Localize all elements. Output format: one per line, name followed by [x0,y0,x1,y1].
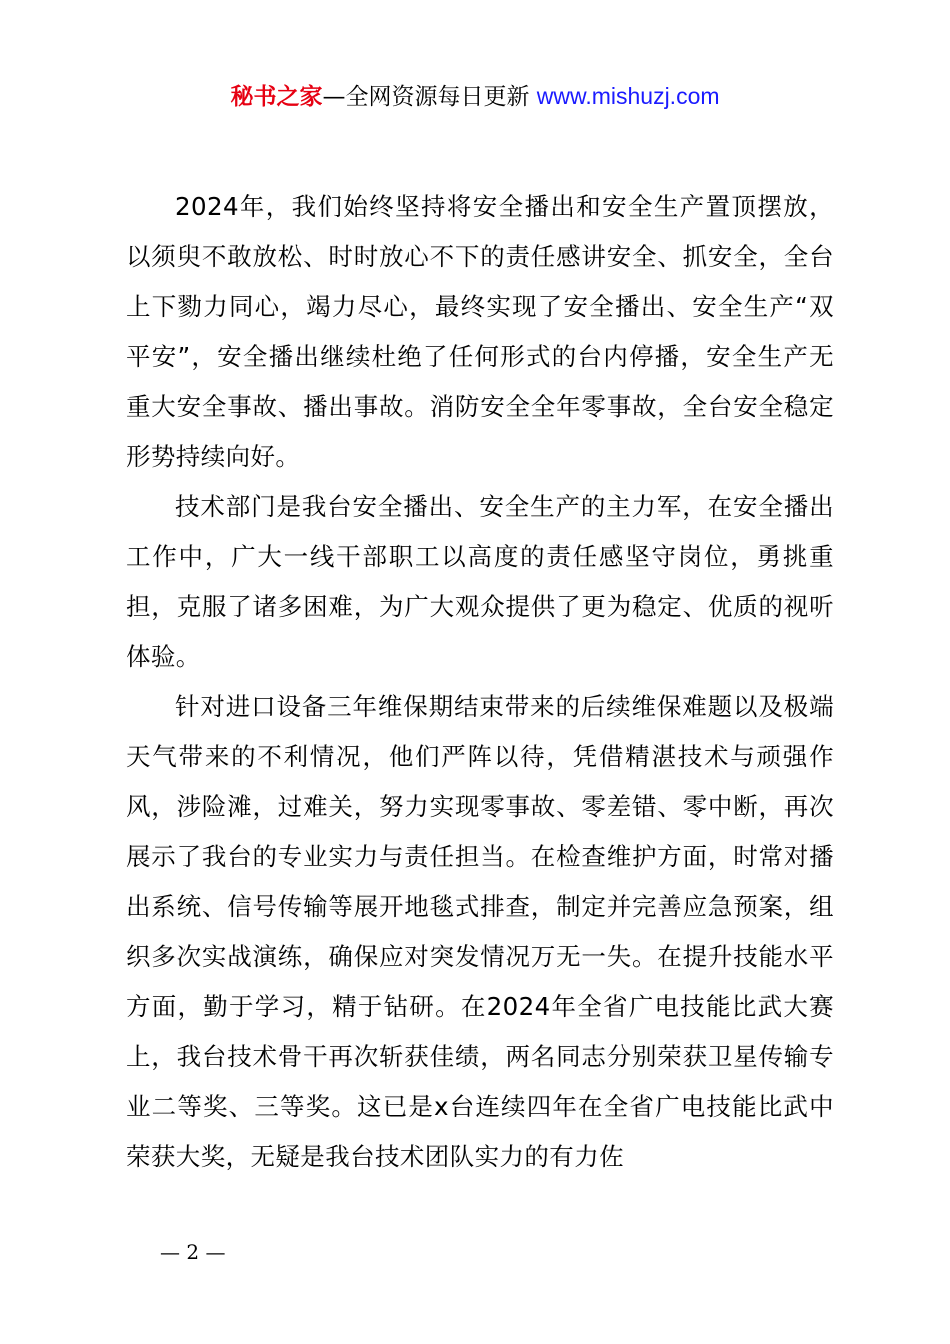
paragraph: 技术部门是我台安全播出、安全生产的主力军，在安全播出工作中，广大一线干部职工以高度的责任感坚守岗位，勇挑重担，克服了诸多困难，为广大观众提供了更为稳定、优质的视听体验。 [126,492,834,671]
document-body [126,182,834,1182]
paragraph: 2024年，我们始终坚持将安全播出和安全生产置顶摆放，以须臾不敢放松、时时放心不下的责任感讲安全、抓安全，全台上下勠力同心，竭力尽心，最终实现了安全播出、安全生产“双平安”，安全播出继续杜绝了任何形式的台内停播，安全生产无重大安全事故、播出事故。消防安全全年零事故，全台安全稳定形势持续向好。 [126,192,834,471]
site-brand: 秘书之家 [230,84,323,110]
site-tagline: —全网资源每日更新 [322,84,530,110]
site-header [0,78,950,115]
site-url-link[interactable]: www.mishuzj.com [536,83,720,109]
page-number: — 2 — [160,1240,226,1264]
paragraph: 针对进口设备三年维保期结束带来的后续维保难题以及极端天气带来的不利情况，他们严阵以待，凭借精湛技术与顽强作风，涉险滩，过难关，努力实现零事故、零差错、零中断，再次展示了我台的专业实力与责任担当。在检查维护方面，时常对播出系统、信号传输等展开地毯式排查，制定并完善应急预案，组织多次实战演练，确保应对突发情况万无一失。在提升技能水平方面，勤于学习，精于钻研。在2024年全省广电技能比武大赛上，我台技术骨干再次斩获佳绩，两名同志分别荣获卫星传输专业二等奖、三等奖。这已是x台连续四年在全省广电技能比武中荣获大奖，无疑是我台技术团队实力的有力佐 [126,692,834,1171]
